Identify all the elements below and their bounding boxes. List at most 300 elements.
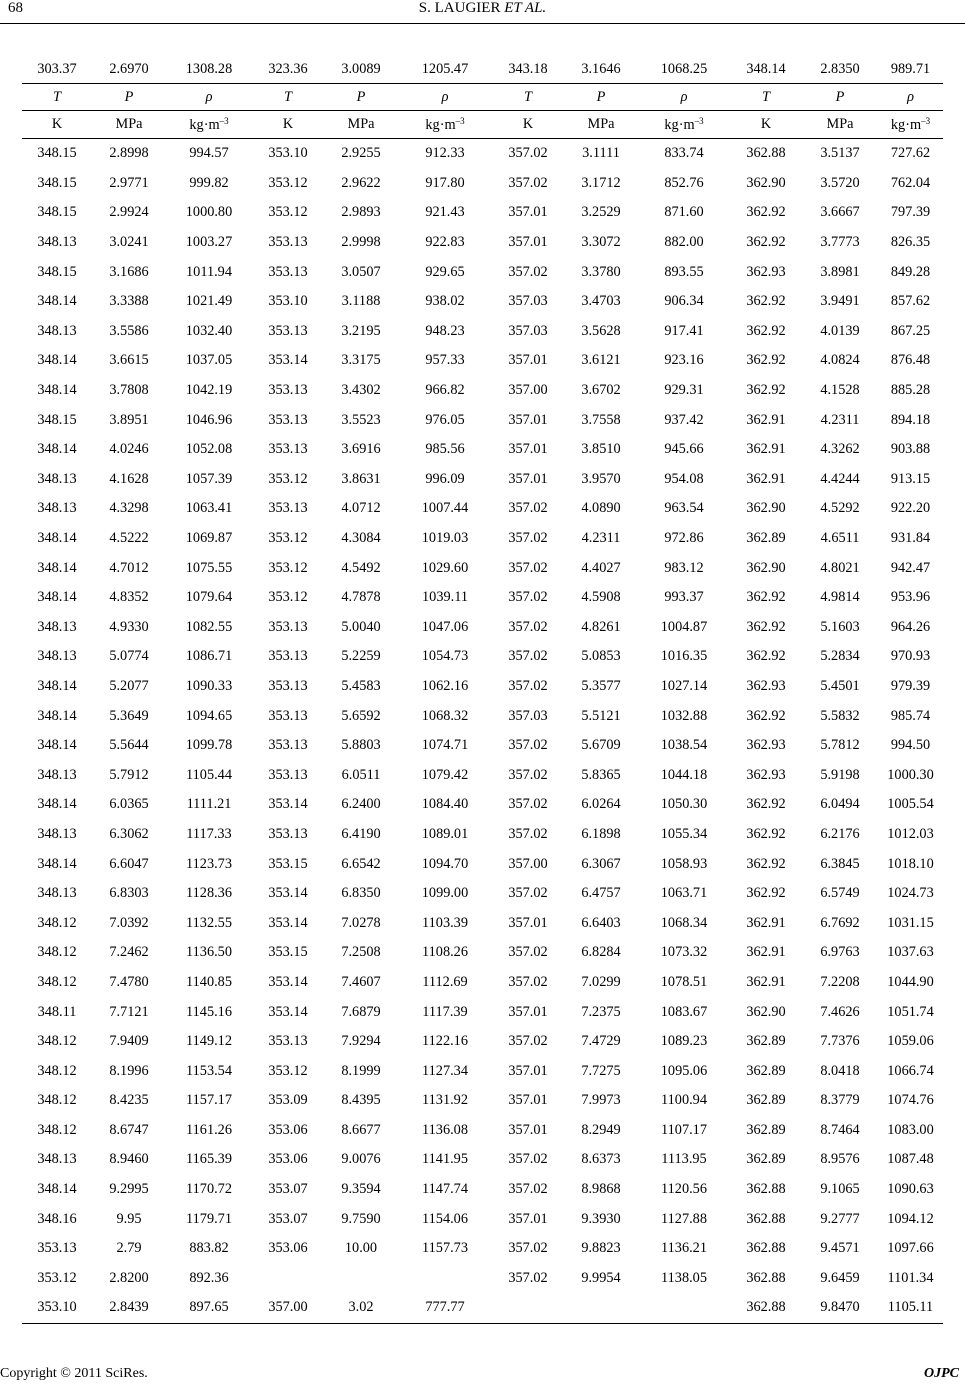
table-cell: 1097.66 [887,1240,934,1257]
table-cell: 9.2995 [109,1181,149,1198]
table-cell: 3.9491 [820,293,860,310]
table-cell: 357.01 [508,1210,548,1227]
table-row [22,287,943,317]
table-cell: 357.01 [508,1003,548,1020]
table-cell: 938.02 [425,293,465,310]
table-cell: 1100.94 [661,1092,707,1109]
table-cell: 6.2176 [820,825,860,842]
table-cell: P [802,84,878,111]
table-row [22,1204,943,1234]
table-cell: 1084.40 [421,796,469,813]
table-cell [492,1293,564,1323]
table-cell: 3.3072 [581,234,621,251]
table-cell: 362.89 [746,1092,786,1109]
table-cell: 1047.06 [421,618,469,635]
table-cell: 353.13 [268,618,308,635]
table-cell: 348.14 [37,1181,77,1198]
table-cell: 1161.26 [186,1121,232,1138]
table-cell: 362.92 [746,648,786,665]
table-cell: 353.15 [268,855,308,872]
table-cell: 9.4571 [820,1240,860,1257]
table-row [22,139,943,169]
table-cell: 3.9570 [581,470,621,487]
table-cell: 348.13 [37,234,77,251]
table-cell: 357.02 [508,973,548,990]
table-row [22,317,943,347]
table-cell: 8.9460 [109,1151,149,1168]
table-cell: 353.13 [268,707,308,724]
table-cell: 4.2311 [820,411,860,428]
table-cell: 5.7912 [109,766,149,783]
table-cell: K [252,111,324,139]
table-row [22,583,943,613]
table-cell: 923.16 [664,352,704,369]
table-cell: 1069.87 [185,530,233,547]
table-cell: 353.15 [268,944,308,961]
table-cell: 1031.15 [887,914,934,931]
table-cell: 348.12 [37,944,77,961]
table-row [22,701,943,731]
table-row [22,465,943,495]
table-cell: 357.02 [508,263,548,280]
table-cell: 9.9954 [581,1269,621,1286]
table-cell: 3.5628 [581,322,621,339]
table-cell: 3.02 [324,1293,398,1323]
header-rule [0,23,965,24]
table-row [22,760,943,790]
table-cell: 1052.08 [185,441,233,458]
table-cell: 348.14 [37,352,77,369]
footer-copyright: Copyright © 2011 SciRes. [0,1366,148,1381]
table-cell: 1120.56 [661,1181,707,1198]
table-cell: 1011.94 [186,263,232,280]
table-cell: 5.5832 [820,707,860,724]
table-cell: 921.43 [425,204,465,221]
table-cell: 912.33 [425,145,465,162]
table-cell: 4.3084 [341,530,381,547]
table-cell: 963.54 [664,500,704,517]
table-row [22,908,943,938]
table-cell: 353.14 [268,885,308,902]
table-cell: 362.88 [746,1181,786,1198]
table-cell: 1138.05 [661,1269,707,1286]
table-row [22,938,943,968]
table-cell: 1044.90 [887,973,934,990]
table-cell: 5.6709 [581,737,621,754]
table-cell: 357.02 [508,766,548,783]
table-cell: 954.08 [664,470,704,487]
table-cell: 362.91 [746,411,786,428]
table-cell: 2.9622 [341,174,381,191]
table-cell: 353.14 [268,352,308,369]
table-cell: 357.02 [508,1033,548,1050]
table-row [22,1056,943,1086]
table-cell: 6.0511 [341,766,381,783]
table-cell: 353.13 [37,1240,77,1257]
table-cell: 2.6970 [109,61,149,77]
table-cell: 4.5492 [341,559,381,576]
table-cell: 1062.16 [421,677,469,694]
table-cell: T [22,84,92,111]
table-cell: 1038.54 [660,737,708,754]
table-cell: 966.82 [425,382,465,399]
table-cell: 3.7558 [581,411,621,428]
table-cell: 7.4626 [820,1003,860,1020]
table-cell: 1063.71 [660,885,708,902]
table-cell: 8.7464 [820,1121,860,1138]
table-cell: 4.2311 [581,530,621,547]
table-cell: 1094.70 [421,855,469,872]
table-cell: 6.3067 [581,855,621,872]
table-row [22,731,943,761]
table-cell: 3.4703 [581,293,621,310]
table-cell: 6.9763 [820,944,860,961]
table-cell: 976.05 [425,411,465,428]
table-cell: 4.5222 [109,530,149,547]
table-cell: 2.9255 [341,145,381,162]
table-cell: 357.02 [508,885,548,902]
table-cell: 893.55 [664,263,704,280]
table-cell: 3.5586 [109,322,149,339]
table-cell: 2.9893 [341,204,381,221]
table-cell: 1132.55 [186,914,232,931]
table-cell: 9.8823 [581,1240,621,1257]
table-cell: 357.02 [508,737,548,754]
table-cell: 4.5292 [820,500,860,517]
table-cell: 4.8261 [581,618,621,635]
table-cell: 1046.96 [185,411,233,428]
table-cell: 353.10 [268,293,308,310]
table-cell: 6.4190 [341,825,381,842]
table-cell: ρ [878,84,943,111]
table-cell: 9.3594 [341,1181,381,1198]
table-cell: 348.14 [37,293,77,310]
table-cell: 7.7275 [581,1062,621,1079]
table-cell: 7.4780 [109,973,149,990]
table-row [22,257,943,287]
table-cell: 999.82 [189,174,229,191]
table-row [22,790,943,820]
table-cell: 348.15 [37,204,77,221]
table-cell: 4.4244 [820,470,860,487]
table-cell: 8.3779 [820,1092,860,1109]
table-cell: 357.01 [508,1121,548,1138]
table-cell: 7.9409 [109,1033,149,1050]
table-cell: 353.12 [268,470,308,487]
table-cell: 362.92 [746,352,786,369]
table-cell: MPa [564,111,638,139]
table-cell: 348.12 [37,973,77,990]
table-cell: 5.3577 [581,677,621,694]
table-row [22,849,943,879]
table-cell: 1037.63 [887,944,934,961]
table-cell: 1089.23 [660,1033,708,1050]
table-cell: 348.13 [37,322,77,339]
table-cell: 3.5720 [820,174,860,191]
table-cell: 353.12 [268,1062,308,1079]
table-cell: 917.41 [664,322,704,339]
table-cell: T [492,84,564,111]
table-cell: 357.02 [508,1181,548,1198]
table-cell: MPa [92,111,166,139]
table-cell: 353.06 [268,1121,308,1138]
table-cell: 362.88 [746,1210,786,1227]
table-cell: 357.03 [508,293,548,310]
table-cell: 996.09 [425,470,465,487]
table-cell: 1122.16 [422,1033,468,1050]
table-cell: 357.02 [508,944,548,961]
table-cell: 357.00 [252,1293,324,1323]
table-row [22,820,943,850]
table-cell: 1089.01 [421,825,469,842]
table-top-row [22,56,943,84]
table-cell: 5.4583 [341,677,381,694]
table-cell: 362.92 [746,204,786,221]
table-cell: 3.1712 [581,174,621,191]
table-cell: 1136.08 [422,1121,468,1138]
table-cell: 917.80 [425,174,465,191]
table-cell: 7.2208 [820,973,860,990]
table-cell: 1039.11 [422,589,468,606]
table-cell: 362.93 [746,263,786,280]
table-cell: 8.6373 [581,1151,621,1168]
table-cell: P [564,84,638,111]
table-cell: 1117.33 [186,825,232,842]
table-cell: 1016.35 [660,648,708,665]
table-cell: 970.93 [890,648,931,665]
table-cell: 348.14 [37,589,77,606]
table-cell: 2.9998 [341,234,381,251]
table-cell: 7.2508 [341,944,381,961]
table-cell: 3.3780 [581,263,621,280]
table-cell: 5.2259 [341,648,381,665]
table-cell: 4.9330 [109,618,149,635]
table-cell: 1179.71 [186,1210,232,1227]
table-cell: 1057.39 [185,470,233,487]
table-cell: 7.7121 [109,1003,149,1020]
table-cell: 348.14 [37,677,77,694]
table-cell: 8.1996 [109,1062,149,1079]
table-cell: 5.0040 [341,618,381,635]
table-cell: 353.10 [268,145,308,162]
table-cell: 777.77 [398,1293,492,1323]
table-cell: 1054.73 [421,648,469,665]
table-cell: 1105.11 [878,1293,943,1323]
table-cell: 353.13 [268,411,308,428]
table-row [22,1145,943,1175]
table-cell: 1103.39 [422,914,468,931]
table-cell: 1136.50 [186,944,232,961]
table-cell: 3.1111 [582,145,620,162]
table-cell: 362.91 [746,441,786,458]
table-cell [638,1293,730,1323]
table-cell: 10.00 [344,1240,378,1257]
table-cell: 348.13 [37,470,77,487]
table-cell: 357.00 [508,382,548,399]
table-cell: K [492,111,564,139]
table-cell: 362.92 [746,855,786,872]
table-cell: 357.02 [508,174,548,191]
table-cell: 7.2462 [109,944,149,961]
table-cell: 1000.80 [185,204,233,221]
table-cell: 348.14 [37,707,77,724]
table-cell: 362.93 [746,677,786,694]
table-row [22,1264,943,1294]
table-cell: 2.8998 [109,145,149,162]
table-row [22,435,943,465]
table-cell: 362.92 [746,885,786,902]
unit-exponent: –3 [921,115,931,126]
table-cell: 922.20 [890,500,931,517]
table-cell [398,1264,492,1294]
table-cell: 8.6747 [109,1121,149,1138]
table-cell: 5.7812 [820,737,860,754]
table-cell: 1055.34 [660,825,708,842]
table-cell: 362.91 [746,470,786,487]
table-row [22,1175,943,1205]
table-cell: 1113.95 [661,1151,707,1168]
table-row [22,494,943,524]
table-cell: 4.3298 [109,500,149,517]
table-cell: 894.18 [890,411,931,428]
table-cell: 353.13 [268,766,308,783]
table-cell: 4.0246 [109,441,149,458]
table-cell: 929.31 [664,382,704,399]
table-cell: 357.02 [508,500,548,517]
table-cell: 3.1188 [341,293,381,310]
table-cell: 357.02 [508,618,548,635]
table-cell: 362.93 [746,737,786,754]
table-cell: 353.12 [268,204,308,221]
unit-exponent: –3 [694,115,704,126]
table-cell: 353.14 [268,973,308,990]
table-cell: 353.12 [268,174,308,191]
table-cell: 3.0241 [109,234,149,251]
table-cell: 5.5121 [581,707,621,724]
table-cell: 357.03 [508,707,548,724]
table-cell: 362.89 [746,1121,786,1138]
table-cell: 3.6702 [581,382,621,399]
table-cell: 6.0494 [820,796,860,813]
table-cell: 1128.36 [186,885,232,902]
table-cell: 762.04 [890,174,931,191]
table-cell: 6.5749 [820,885,860,902]
table-cell: 5.8365 [581,766,621,783]
table-cell: 7.6879 [341,1003,381,1020]
table-cell: 4.8021 [820,559,860,576]
table-cell: 303.37 [37,61,77,77]
table-cell: 362.92 [746,618,786,635]
table-cell: ρ [638,84,730,111]
table-cell: 1073.32 [660,944,708,961]
table-cell: 727.62 [890,145,931,162]
table-cell: 362.89 [746,530,786,547]
table-cell: 362.88 [746,145,786,162]
table-cell: 2.79 [116,1240,142,1257]
table-cell: 357.02 [508,796,548,813]
table-cell: 5.3649 [109,707,149,724]
table-cell: P [324,84,398,111]
table-cell: 348.15 [37,174,77,191]
table-cell: 357.01 [508,1062,548,1079]
table-cell [564,1293,638,1323]
table-cell: 6.8284 [581,944,621,961]
table-cell: 357.01 [508,441,548,458]
table-cell: 348.12 [37,914,77,931]
table-cell: K [730,111,802,139]
table-cell: 1032.88 [660,707,708,724]
table-cell: 1068.32 [421,707,469,724]
table-cell: 362.90 [746,174,786,191]
table-cell: 6.3062 [109,825,149,842]
table-cell: 903.88 [890,441,931,458]
table-cell: 1157.17 [186,1092,232,1109]
table-cell: 945.66 [664,441,704,458]
table-cell: 8.4235 [109,1092,149,1109]
table-cell: 362.88 [746,1269,786,1286]
table-cell: 1094.12 [887,1210,934,1227]
table-cell: 5.9198 [820,766,860,783]
table-cell: 6.7692 [820,914,860,931]
table-cell: 362.89 [746,1033,786,1050]
table-cell: 5.6592 [341,707,381,724]
table-cell: 937.42 [664,411,704,428]
table-cell: T [730,84,802,111]
table-cell: 1068.25 [660,61,708,77]
table-cell: 6.6403 [581,914,621,931]
table-cell: 362.92 [746,589,786,606]
table-cell: 1205.47 [421,61,469,77]
table-cell: 929.65 [425,263,465,280]
table-cell: 3.5137 [820,145,860,162]
table-cell: 353.13 [268,648,308,665]
table-cell: 9.8470 [802,1293,878,1323]
table-cell: 348.13 [37,618,77,635]
table-row [22,405,943,435]
table-cell: 1090.33 [185,677,233,694]
table-cell: 362.92 [746,234,786,251]
table-row [22,1234,943,1264]
table-cell: 1112.69 [422,973,468,990]
table-cell: 3.0089 [341,61,381,77]
table-cell: 357.02 [508,677,548,694]
table-cell: 348.15 [37,263,77,280]
table-cell: 1095.06 [660,1062,708,1079]
table-cell: 957.33 [425,352,465,369]
table-cell: 9.3930 [581,1210,621,1227]
table-cell: 5.0774 [109,648,149,665]
footer-journal: OJPC [924,1366,959,1381]
table-cell: 1123.73 [186,855,232,872]
table-cell: 357.02 [508,648,548,665]
table-cell: 1099.78 [185,737,233,754]
table-cell: 1111.21 [186,796,232,813]
table-cell: $kg\cdot m^{-3}$ [166,111,252,139]
unit-exponent: –3 [219,115,229,126]
table-cell: 3.5523 [341,411,381,428]
table-cell: 3.6121 [581,352,621,369]
table-cell: 9.1065 [820,1181,860,1198]
table-cell: 353.06 [268,1240,308,1257]
table-cell: 2.8439 [92,1293,166,1323]
table-cell: 885.28 [890,382,931,399]
table-cell: 993.37 [664,589,704,606]
table-cell: 353.07 [268,1181,308,1198]
table-row [22,642,943,672]
table-cell: 7.9294 [341,1033,381,1050]
table-cell: 849.28 [890,263,931,280]
table-cell: 852.76 [664,174,704,191]
